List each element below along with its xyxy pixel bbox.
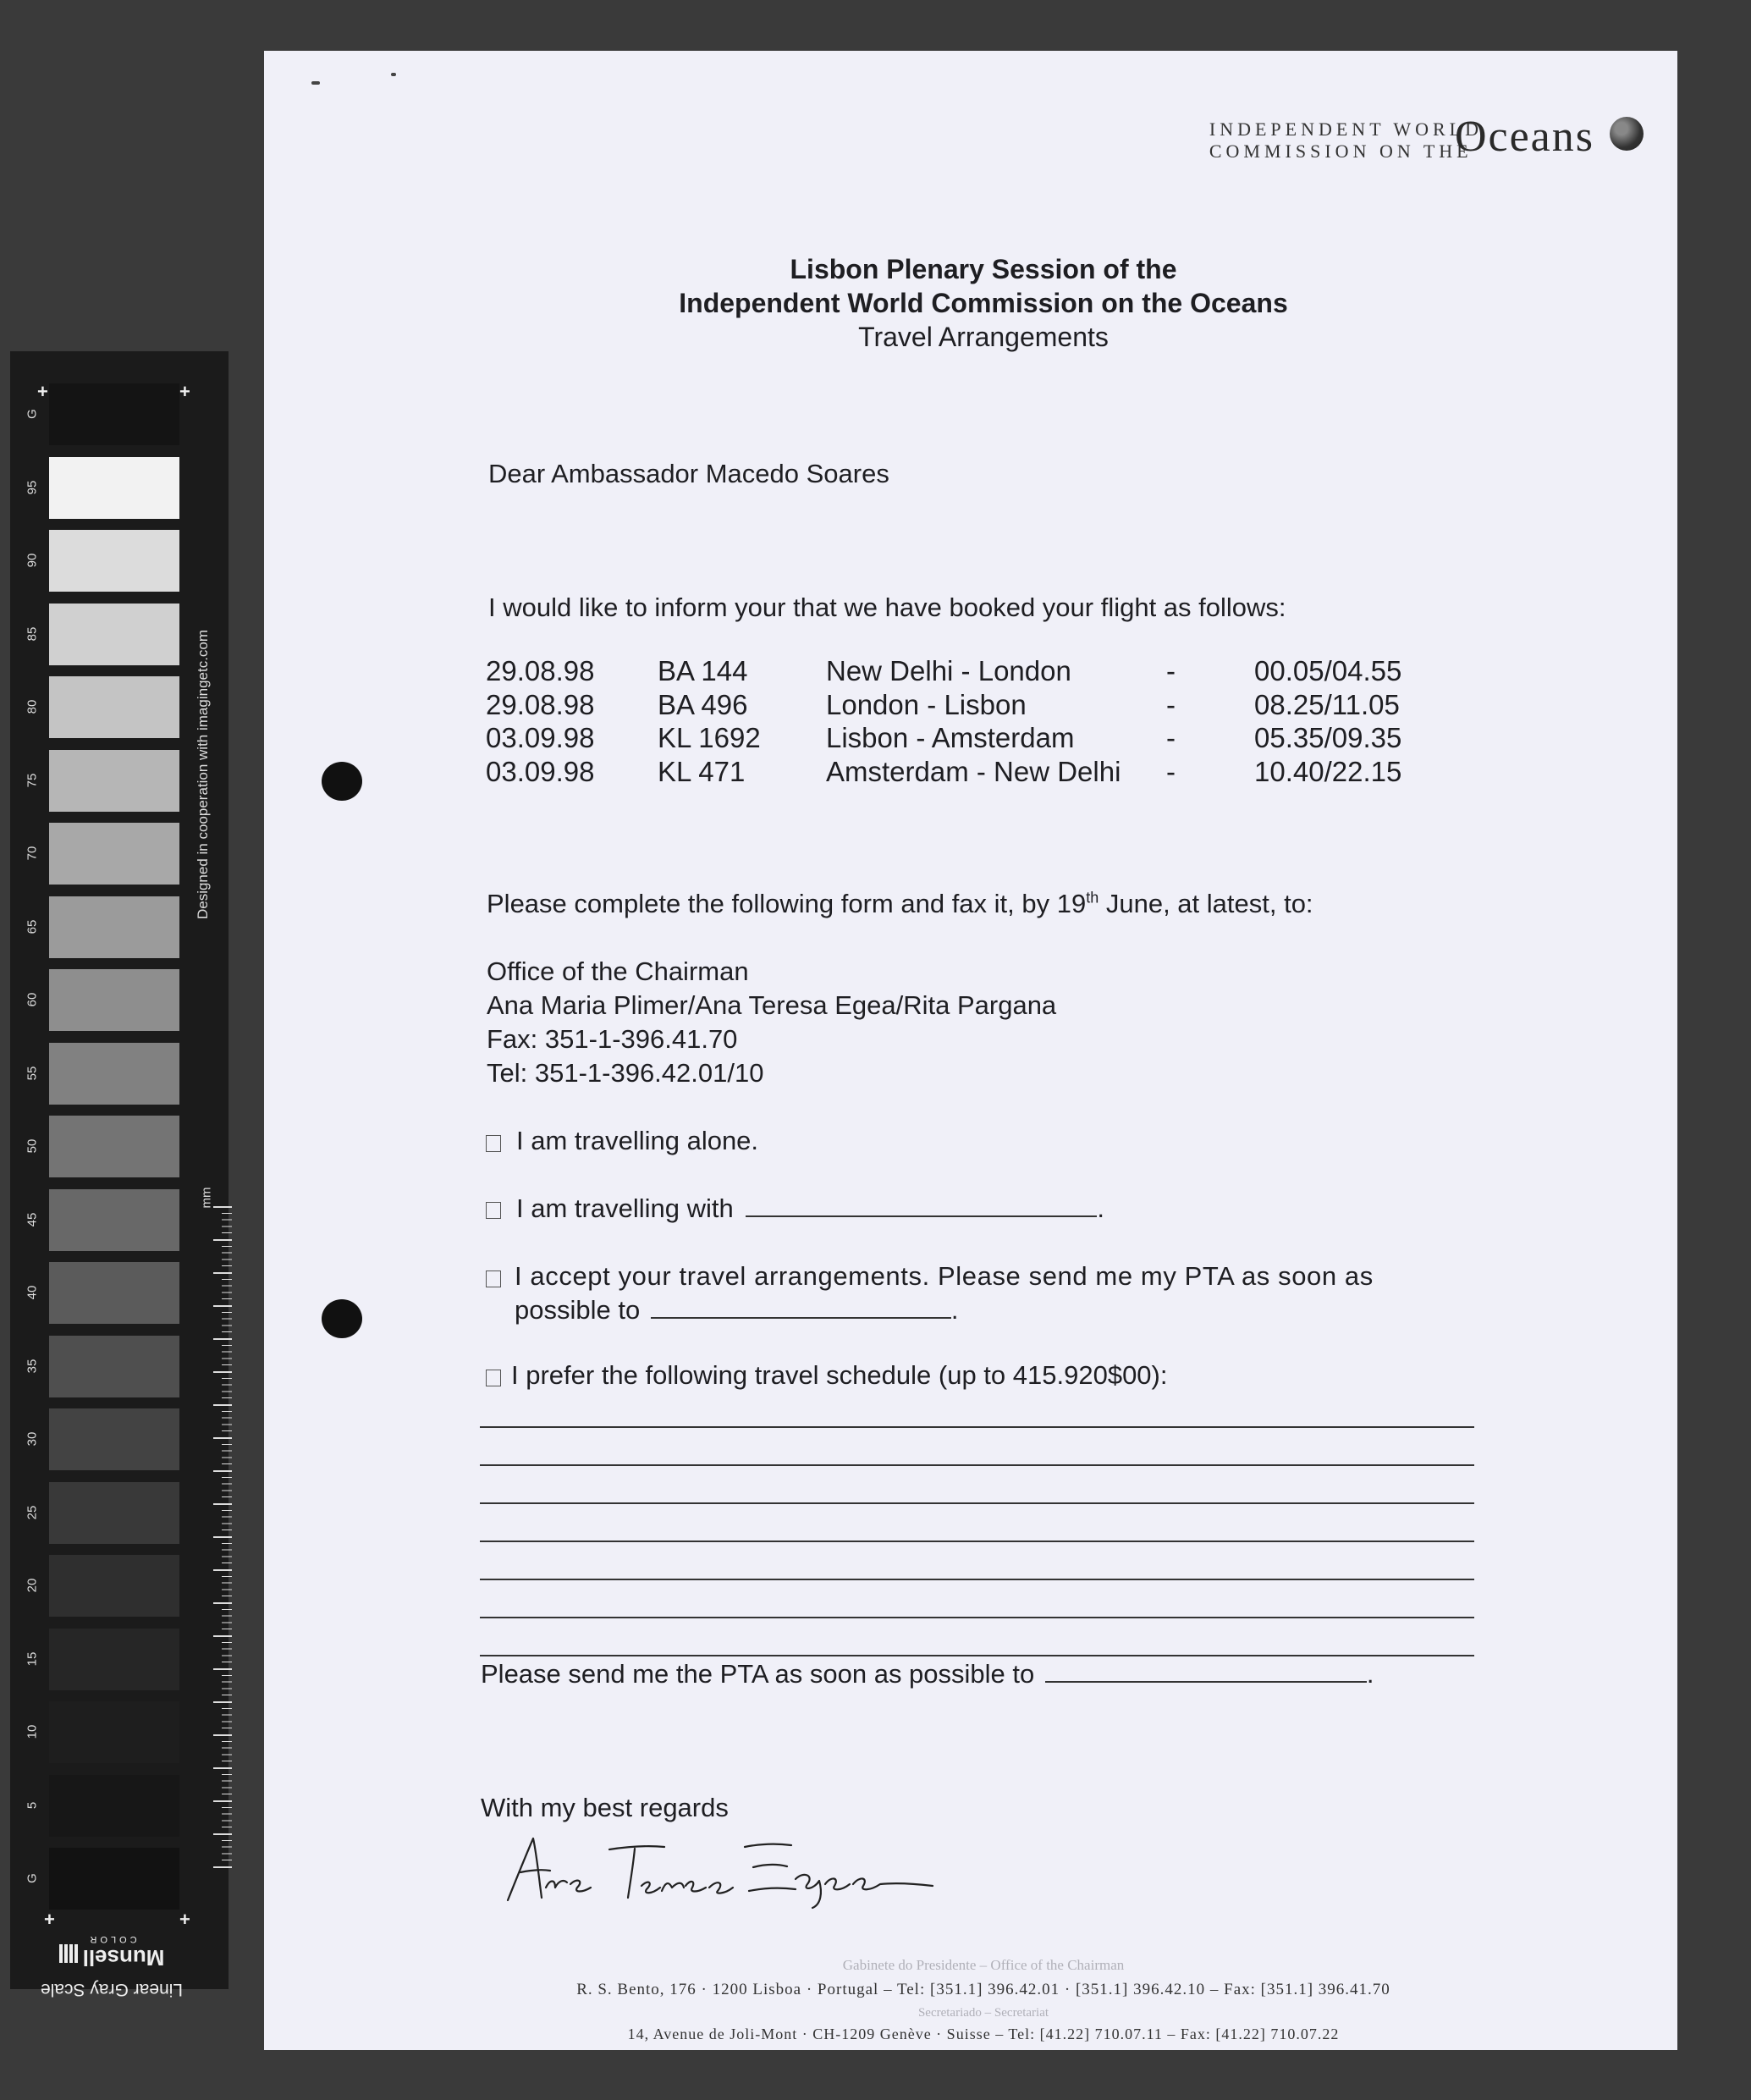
flight-number: BA 496 xyxy=(658,688,748,720)
flight-date: 29.08.98 xyxy=(486,655,595,686)
option-with xyxy=(516,1193,1104,1224)
option-alone: I am travelling alone. xyxy=(516,1126,759,1155)
title-line1: Lisbon Plenary Session of the xyxy=(790,254,1177,284)
pta-address-blank[interactable] xyxy=(651,1295,951,1319)
schedule-line[interactable] xyxy=(480,1617,1474,1618)
gray-swatch xyxy=(49,457,179,519)
munsell-logo-icon xyxy=(59,1944,78,1963)
salutation: Dear Ambassador Macedo Soares xyxy=(488,459,889,488)
gray-scale-label: 50 xyxy=(25,1138,40,1154)
punch-hole xyxy=(322,1299,362,1338)
option-with-label: I am travelling with xyxy=(516,1193,734,1223)
option-prefer: I prefer the following travel schedule (up to 415.920$00): xyxy=(511,1360,1168,1390)
gray-swatch xyxy=(49,969,179,1031)
contact-fax: Fax: 351-1-396.41.70 xyxy=(487,1024,738,1054)
gray-scale-label: 85 xyxy=(25,626,40,641)
gray-swatch xyxy=(49,1848,179,1910)
logo-line2: COMMISSION ON THE xyxy=(1209,141,1473,162)
logo-text xyxy=(1209,119,1483,163)
instruction-sup: th xyxy=(1086,889,1099,907)
strip-credit: Designed in cooperation with imagingetc.com xyxy=(195,629,211,920)
brand-name: Munsell xyxy=(82,1945,165,1970)
gray-swatch xyxy=(49,750,179,812)
flight-route: Amsterdam - New Delhi xyxy=(826,755,1121,787)
plus-mark: + xyxy=(179,1909,190,1930)
flight-date: 29.08.98 xyxy=(486,688,595,720)
schedule-line[interactable] xyxy=(480,1655,1474,1656)
intro-text: I would like to inform your that we have booked your flight as follows: xyxy=(488,593,1286,622)
flight-times: 08.25/11.05 xyxy=(1254,688,1400,720)
flight-route: London - Lisbon xyxy=(826,688,1027,720)
gray-swatch xyxy=(49,676,179,738)
flight-times: 05.35/09.35 xyxy=(1254,722,1402,753)
gray-scale-label: 70 xyxy=(25,846,40,861)
footer-secretariat: Secretariado – Secretariat xyxy=(917,2006,1049,2020)
gray-scale-label: 60 xyxy=(25,992,40,1007)
gray-scale-label: 80 xyxy=(25,699,40,714)
plus-mark: + xyxy=(44,1909,55,1930)
flight-number: KL 471 xyxy=(658,755,746,787)
period: . xyxy=(1097,1193,1104,1223)
punch-hole xyxy=(322,762,362,801)
schedule-line[interactable] xyxy=(480,1502,1474,1504)
flight-number: BA 144 xyxy=(658,655,748,686)
checkbox-with[interactable] xyxy=(486,1202,501,1219)
plus-mark: + xyxy=(179,381,190,402)
instruction-after: June, at latest, to: xyxy=(1099,889,1313,918)
instruction-before: Please complete the following form and fax it, by 19 xyxy=(487,889,1087,918)
schedule-line[interactable] xyxy=(480,1426,1474,1428)
gray-scale-label: G xyxy=(25,409,40,419)
footer-office: Gabinete do Presidente – Office of the Chairman xyxy=(842,1957,1125,1973)
footer-address-lisbon: R. S. Bento, 176 · 1200 Lisboa · Portugal – Tel: [351.1] 396.42.01 · [351.1] 396.42.10 – Fax: [351.1] 396.41.70 xyxy=(576,1981,1390,1998)
scale-name: Linear Gray Scale xyxy=(40,1980,184,1999)
gray-swatch xyxy=(49,1701,179,1763)
gray-scale-label: 95 xyxy=(25,480,40,494)
gray-scale-label: 65 xyxy=(25,919,40,934)
flight-times: 10.40/22.15 xyxy=(1254,755,1402,787)
flight-date: 03.09.98 xyxy=(486,755,595,787)
speck xyxy=(391,73,396,76)
flight-date: 03.09.98 xyxy=(486,722,595,753)
flight-times: 00.05/04.55 xyxy=(1254,655,1402,686)
strip-brand xyxy=(36,1934,188,1999)
flight-dash: - xyxy=(1166,688,1176,720)
gray-swatch xyxy=(49,530,179,592)
letter-page xyxy=(264,51,1677,2050)
speck xyxy=(311,81,320,85)
gray-scale-label: 55 xyxy=(25,1066,40,1080)
subtitle: Travel Arrangements xyxy=(858,322,1109,352)
gray-scale-label: 25 xyxy=(25,1505,40,1519)
gray-scale-label: 90 xyxy=(25,553,40,568)
strip-unit: mm xyxy=(199,1187,214,1209)
globe-icon xyxy=(1610,117,1644,151)
send-pta-blank[interactable] xyxy=(1045,1659,1367,1683)
gray-swatch xyxy=(49,383,179,445)
gray-scale-label: 35 xyxy=(25,1359,40,1373)
flight-dash: - xyxy=(1166,755,1176,787)
instruction xyxy=(487,889,1313,919)
gray-swatch xyxy=(49,604,179,665)
gray-swatch xyxy=(49,1189,179,1251)
title-line2: Independent World Commission on the Oceans xyxy=(679,288,1288,318)
gray-swatch xyxy=(49,1629,179,1690)
gray-scale-label: 30 xyxy=(25,1431,40,1447)
companion-blank[interactable] xyxy=(746,1193,1097,1217)
contact-office: Office of the Chairman xyxy=(487,956,749,986)
gray-scale-label: 40 xyxy=(25,1285,40,1300)
gray-scale-label: 20 xyxy=(25,1578,40,1593)
gray-scale-label: G xyxy=(25,1873,40,1883)
flight-dash: - xyxy=(1166,655,1176,686)
schedule-line[interactable] xyxy=(480,1541,1474,1542)
gray-swatch xyxy=(49,1262,179,1324)
gray-scale-label: 45 xyxy=(25,1212,40,1226)
schedule-line[interactable] xyxy=(480,1464,1474,1466)
send-pta-label: Please send me the PTA as soon as possible to xyxy=(481,1659,1035,1689)
gray-swatch xyxy=(49,1482,179,1544)
flight-route: New Delhi - London xyxy=(826,655,1071,686)
checkbox-prefer[interactable] xyxy=(486,1370,501,1386)
schedule-line[interactable] xyxy=(480,1579,1474,1580)
gray-scale-label: 10 xyxy=(25,1724,40,1739)
logo-line1: INDEPENDENT WORLD xyxy=(1209,119,1483,140)
logo-oceans: Oceans xyxy=(1454,113,1594,161)
gray-scale-label: 5 xyxy=(25,1801,40,1809)
flight-route: Lisbon - Amsterdam xyxy=(826,722,1075,753)
plus-mark: + xyxy=(37,381,48,402)
closing: With my best regards xyxy=(481,1793,729,1822)
footer-address-geneva: 14, Avenue de Joli-Mont · CH-1209 Genève · Suisse – Tel: [41.22] 710.07.11 – Fax: [41.22] 710.07.22 xyxy=(627,2026,1340,2042)
gray-swatch xyxy=(49,1116,179,1177)
gray-swatch xyxy=(49,1555,179,1617)
contact-names: Ana Maria Plimer/Ana Teresa Egea/Rita Pargana xyxy=(487,990,1057,1020)
gray-swatch xyxy=(49,1336,179,1397)
send-pta xyxy=(481,1659,1374,1689)
mm-ruler xyxy=(213,1206,232,1871)
option-accept-line1: I accept your travel arrangements. Please send me my PTA as soon as xyxy=(515,1261,1374,1291)
gray-scale-label: 75 xyxy=(25,773,40,787)
gray-swatch xyxy=(49,1775,179,1837)
option-accept-line2 xyxy=(515,1295,958,1326)
contact-tel: Tel: 351-1-396.42.01/10 xyxy=(487,1058,764,1088)
gray-swatch xyxy=(49,896,179,958)
brand-sub: COLOR xyxy=(86,1934,137,1944)
period: . xyxy=(950,1295,959,1325)
option-accept-label: possible to xyxy=(515,1295,641,1325)
flight-dash: - xyxy=(1166,722,1176,753)
gray-scale-strip xyxy=(10,351,229,1999)
gray-swatch xyxy=(49,823,179,885)
signature xyxy=(499,1820,939,1913)
period: . xyxy=(1366,1659,1374,1689)
flight-number: KL 1692 xyxy=(658,722,761,753)
gray-swatch xyxy=(49,1408,179,1470)
checkbox-alone[interactable] xyxy=(486,1135,501,1152)
checkbox-accept[interactable] xyxy=(486,1270,501,1287)
gray-scale-label: 15 xyxy=(25,1651,40,1666)
gray-swatch xyxy=(49,1043,179,1105)
